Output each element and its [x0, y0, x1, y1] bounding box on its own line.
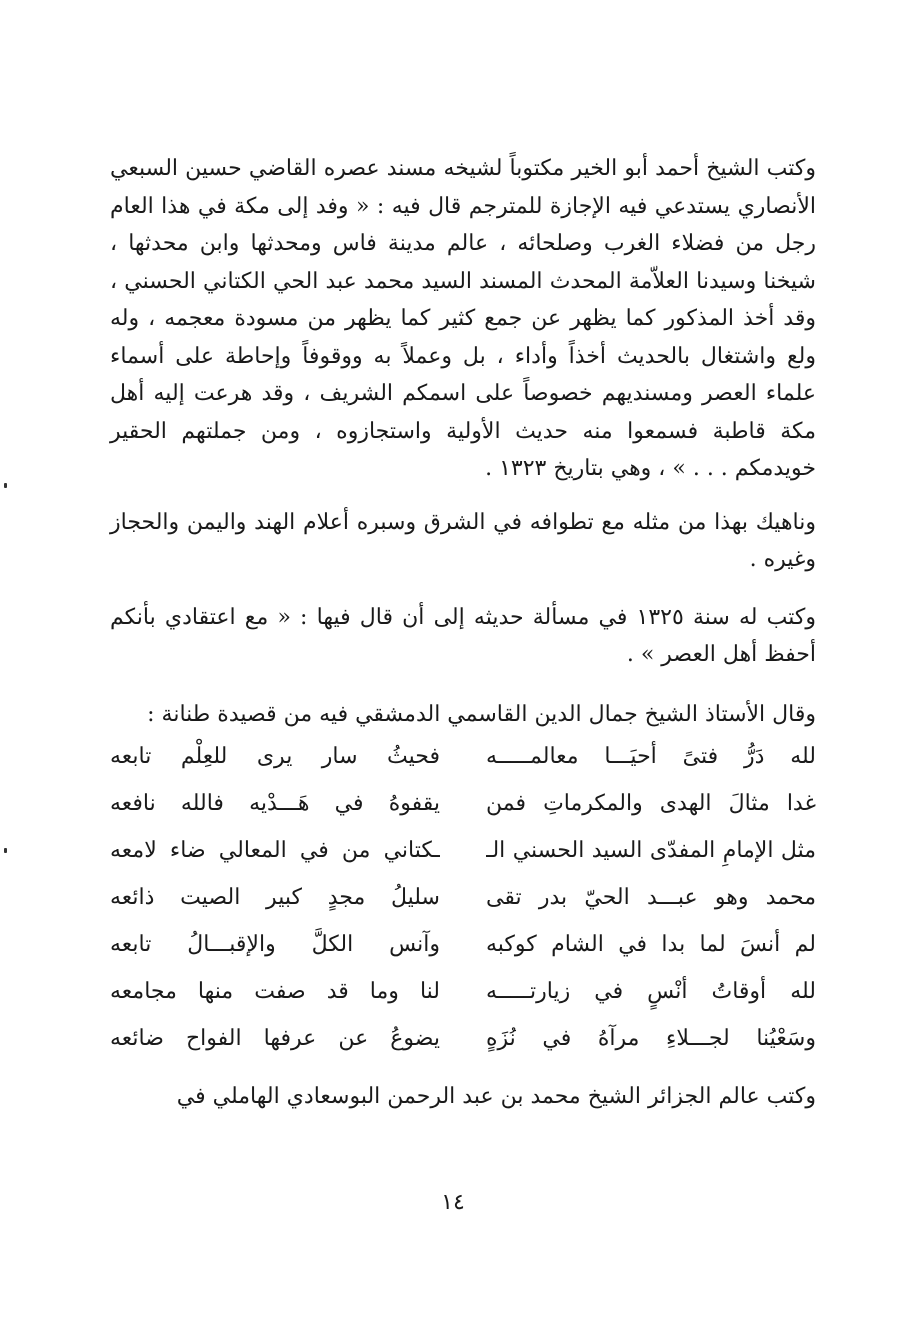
- verse-first-hemistich: لم أنسَ لما بدا في الشام كوكبه: [486, 932, 816, 957]
- poem-verse-7: [110, 1015, 816, 1062]
- poem-intro: وقال الأستاذ الشيخ جمال الدين القاسمي الدمشقي فيه من قصيدة طنانة :: [147, 701, 816, 727]
- verse-second-hemistich: ـكتاني من في المعالي ضاء لامعه: [110, 838, 440, 863]
- verse-first-hemistich: غدا مثالَ الهدى والمكرماتِ فمن: [486, 791, 816, 816]
- poem-verse-4: [110, 874, 816, 921]
- paragraph-2: وناهيك بهذا من مثله مع تطوافه في الشرق وسبره أعلام الهند واليمن والحجاز وغيره .: [110, 509, 816, 572]
- paragraph-3: وكتب له سنة ١٣٢٥ في مسألة حديثه إلى أن قال فيها : « مع اعتقادي بأنكم أحفظ أهل العصر » .: [110, 604, 816, 667]
- verse-second-hemistich: وآنس الكلَّ والإقبـــالُ تابعه: [110, 932, 440, 957]
- paragraph-1: وكتب الشيخ أحمد أبو الخير مكتوباً لشيخه مسند عصره القاضي حسين السبعي الأنصاري يستدعي فيه الإجازة للمترجم قال فيه : « وفد إلى مكة في هذا العام رجل من فضلاء الغرب وصلحائه ، عالم مدينة فاس ومحدثها وابن محدثها ، شيخنا وسيدنا العلاّمة المحدث المسند السيد محمد عبد الحي الكتاني الحسني ، وقد أخذ المذكور كما يظهر عن جمع كثير كما يظهر من مسودة معجمه ، وله ولع واشتغال بالحديث أخذاً وأداء ، بل وعملاً به ووقوفاً وإحاطة على أسماء علماء العصر ومسنديهم خصوصاً على اسمكم الشريف ، وقد هرعت إليه أهل مكة قاطبة فسمعوا منه حديث الأولية واستجازوه ، ومن جملتهم الحقير خويدمكم . . . » ، وهي بتاريخ ١٣٢٣ .: [110, 156, 816, 481]
- verse-first-hemistich: لله أوقاتُ أنْسٍ في زيارتـــــه: [486, 979, 816, 1004]
- verse-first-hemistich: مثل الإمامِ المفدّى السيد الحسني الـ: [486, 838, 816, 863]
- page-number: ١٤: [441, 1190, 465, 1215]
- poem-verse-6: [110, 968, 816, 1015]
- verse-second-hemistich: يقفوهُ في هَـــدْيه فالله نافعه: [110, 791, 440, 816]
- poem-verse-5: [110, 921, 816, 968]
- poem-verse-3: [110, 827, 816, 874]
- scan-edge-mark: [4, 848, 7, 853]
- verse-second-hemistich: فحيثُ سار يرى للعِلْم تابعه: [110, 744, 440, 769]
- verse-first-hemistich: لله دَرُّ فتىً أحيَـــا معالمـــــه: [486, 744, 816, 769]
- poem-verse-1: [110, 733, 816, 780]
- verse-second-hemistich: يضوعُ عن عرفها الفواح ضائعه: [110, 1026, 440, 1051]
- verse-first-hemistich: محمد وهو عبـــد الحيّ بدر تقى: [486, 885, 816, 910]
- poem-verse-2: [110, 780, 816, 827]
- verse-second-hemistich: لنا وما قد صفت منها مجامعه: [110, 979, 440, 1004]
- scan-edge-mark: [4, 483, 7, 488]
- page-body: [110, 150, 816, 1116]
- poem: [110, 733, 816, 1062]
- verse-first-hemistich: وسَعْيُنا لجـــلاءِ مرآهُ في نُزَهٍ: [486, 1026, 816, 1051]
- paragraph-final: وكتب عالم الجزائر الشيخ محمد بن عبد الرحمن البوسعادي الهاملي في: [176, 1084, 816, 1109]
- verse-second-hemistich: سليلُ مجدٍ كبير الصيت ذائعه: [110, 885, 440, 910]
